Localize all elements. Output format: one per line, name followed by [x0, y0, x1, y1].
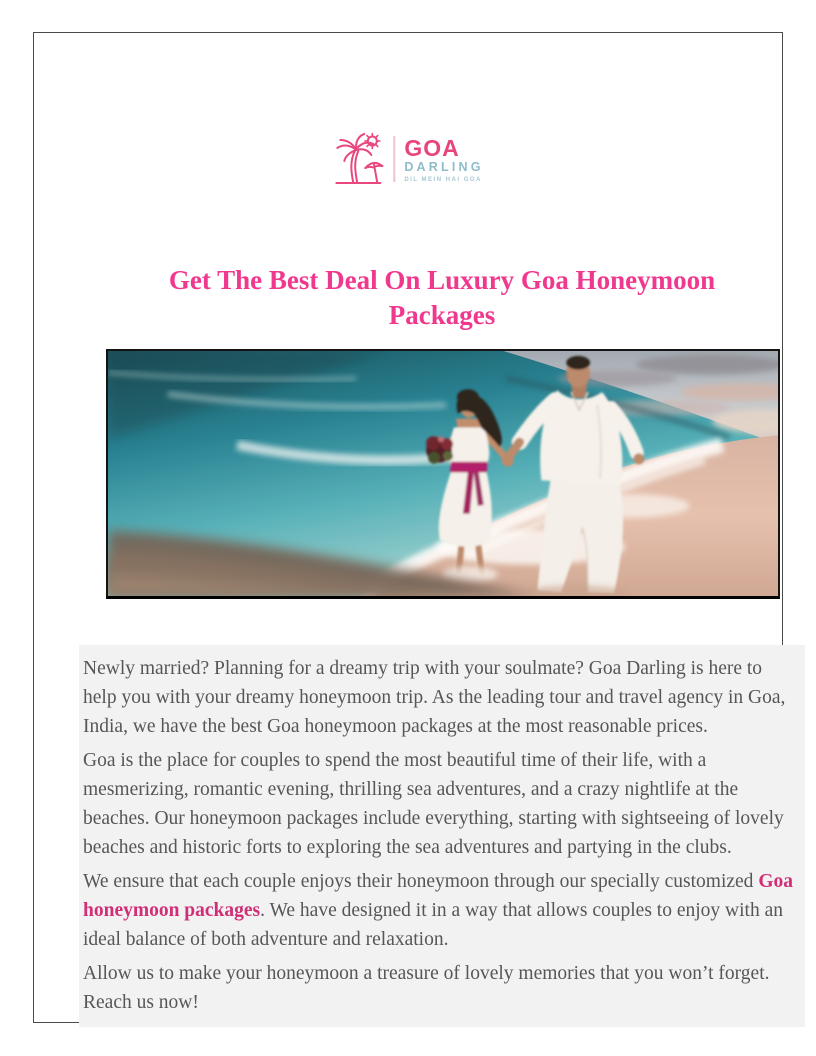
document-page — [33, 32, 793, 1023]
brand-name-goa: GOA — [404, 134, 460, 161]
paragraph-text: We ensure that each couple enjoys their honeymoon through our specially customized — [83, 871, 759, 892]
paragraph-intro: Newly married? Planning for a dreamy trip with your soulmate? Goa Darling is here to help you with your dreamy honeymoon trip. As the leading tour and travel agency in Goa, India, we have the best Goa honeymoon packages at the most reasonable prices. — [83, 658, 786, 737]
paragraph-cta: Allow us to make your honeymoon a treasure of lovely memories that you won’t forget. Reach us now! — [83, 963, 770, 1013]
logo-divider — [393, 136, 395, 182]
logo-text — [404, 136, 483, 183]
palm-tree-sun-umbrella-icon — [332, 131, 384, 187]
goa-honeymoon-packages-link[interactable]: Goa honeymoon packages — [83, 871, 793, 921]
page-title: Get The Best Deal On Luxury Goa Honeymoon Packages — [168, 265, 716, 330]
brand-name-darling: DARLING — [404, 159, 484, 174]
paragraph-packages — [83, 867, 799, 954]
brand-tagline: DIL MEIN HAI GOA — [404, 176, 482, 183]
couple-beach-photo-illustration — [108, 351, 778, 596]
couple-beach-photo — [106, 349, 780, 599]
goa-darling-logo — [332, 131, 483, 187]
paragraph-goa-place: Goa is the place for couples to spend the most beautiful time of their life, with a mesmerizing, romantic evening, thrilling sea adventures, and a crazy nightlife at the beaches. Our honeymoon packages include everything, starting with sightseeing of lovely beaches and historic forts to exploring the sea adventures and partying in the clubs. — [83, 750, 784, 858]
content-section — [79, 645, 805, 1027]
paragraph-text: . We have designed it in a way that allows couples to enjoy with an ideal balance of both adventure and relaxation. — [83, 900, 783, 950]
